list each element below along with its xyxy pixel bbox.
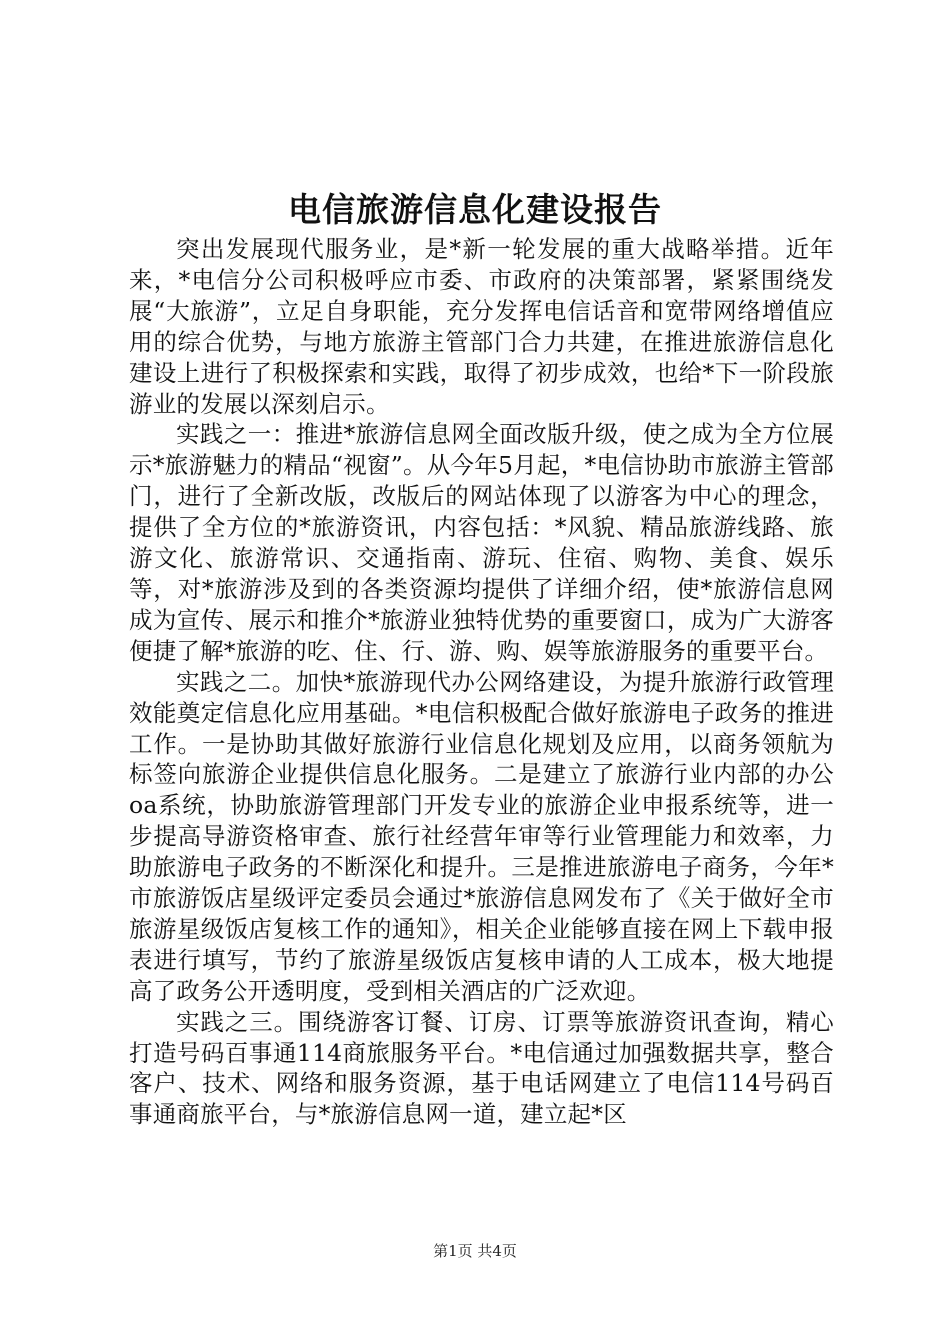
document-body — [129, 234, 834, 1130]
paragraph-practice-2: 实践之二。加快*旅游现代办公网络建设，为提升旅游行政管理效能奠定信息化应用基础。*电信积极配合做好旅游电子政务的推进工作。一是协助其做好旅游行业信息化规划及应用，以商务领航为标签向旅游企业提供信息化服务。二是建立了旅游行业内部的办公oa系统，协助旅游管理部门开发专业的旅游企业申报系统等，进一步提高导游资格审查、旅行社经营年审等行业管理能力和效率，力助旅游电子政务的不断深化和提升。三是推进旅游电子商务，今年*市旅游饭店星级评定委员会通过*旅游信息网发布了《关于做好全市旅游星级饭店复核工作的通知》，相关企业能够直接在网上下载申报表进行填写，节约了旅游星级饭店复核申请的人工成本，极大地提高了政务公开透明度，受到相关酒店的广泛欢迎。 — [129, 667, 834, 1005]
paragraph-practice-3: 实践之三。围绕游客订餐、订房、订票等旅游资讯查询，精心打造号码百事通114商旅服务平台。*电信通过加强数据共享，整合客户、技术、网络和服务资源，基于电话网建立了电信114号码百事通商旅平台，与*旅游信息网一道，建立起*区 — [129, 1007, 834, 1129]
page-footer: 第1页 共4页 — [433, 1242, 517, 1260]
document-title: 电信旅游信息化建设报告 — [288, 190, 662, 229]
paragraph-intro: 突出发展现代服务业，是*新一轮发展的重大战略举措。近年来，*电信分公司积极呼应市委、市政府的决策部署，紧紧围绕发展“大旅游”，立足自身职能，充分发挥电信话音和宽带网络增值应用的综合优势，与地方旅游主管部门合力共建，在推进旅游信息化建设上进行了积极探索和实践，取得了初步成效，也给*下一阶段旅游业的发展以深刻启示。 — [129, 235, 834, 418]
paragraph-practice-1: 实践之一：推进*旅游信息网全面改版升级，使之成为全方位展示*旅游魅力的精品“视窗”。从今年5月起，*电信协助市旅游主管部门，进行了全新改版，改版后的网站体现了以游客为中心的理念，提供了全方位的*旅游资讯，内容包括：*风貌、精品旅游线路、旅游文化、旅游常识、交通指南、游玩、住宿、购物、美食、娱乐等，对*旅游涉及到的各类资源均提供了详细介绍，使*旅游信息网成为宣传、展示和推介*旅游业独特优势的重要窗口，成为广大游客便捷了解*旅游的吃、住、行、游、购、娱等旅游服务的重要平台。 — [129, 420, 834, 665]
